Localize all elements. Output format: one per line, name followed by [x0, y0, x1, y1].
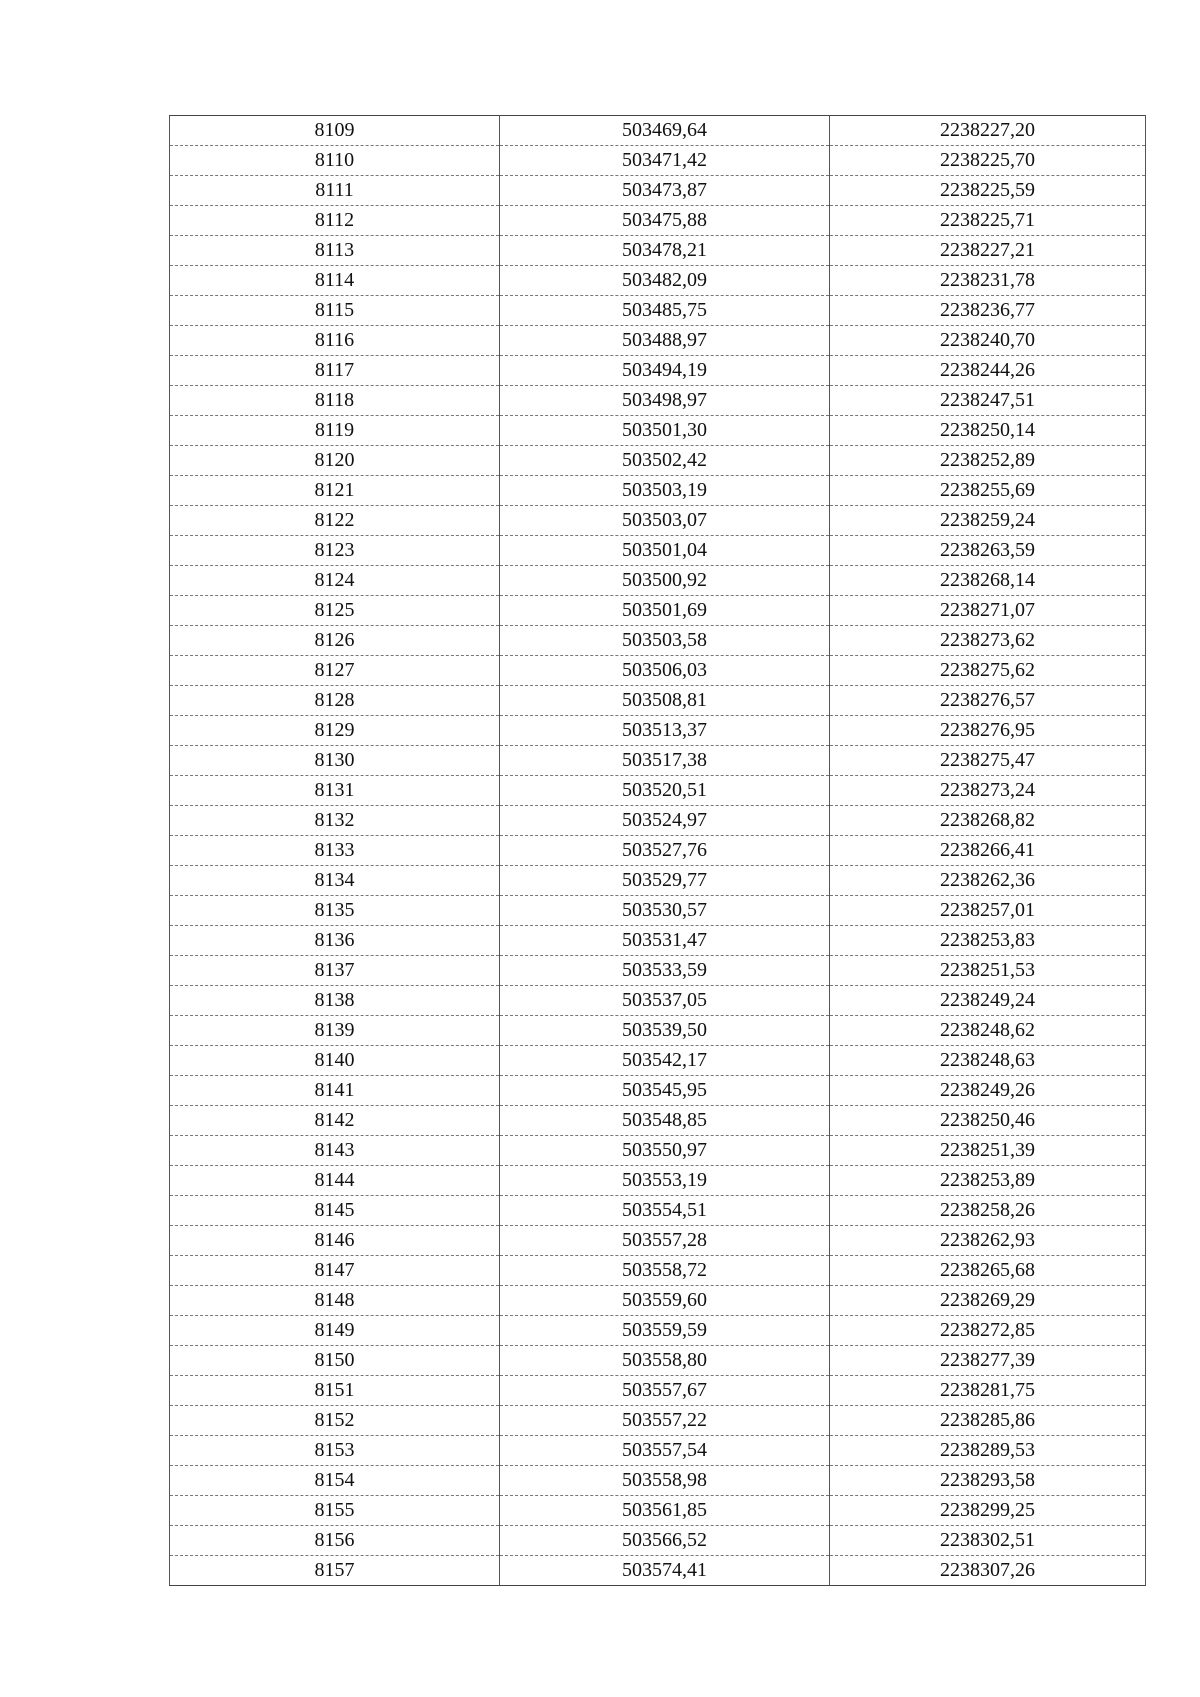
point-number-cell: 8116 [170, 326, 500, 356]
table-row [170, 566, 1146, 596]
y-coordinate-cell: 2238275,47 [830, 746, 1146, 776]
x-coordinate-cell: 503550,97 [500, 1136, 830, 1166]
table-row [170, 1016, 1146, 1046]
point-number-cell: 8134 [170, 866, 500, 896]
point-number-cell: 8139 [170, 1016, 500, 1046]
y-coordinate-cell: 2238248,62 [830, 1016, 1146, 1046]
x-coordinate-cell: 503503,58 [500, 626, 830, 656]
table-row [170, 596, 1146, 626]
point-number-cell: 8140 [170, 1046, 500, 1076]
table-row [170, 1076, 1146, 1106]
x-coordinate-cell: 503478,21 [500, 236, 830, 266]
x-coordinate-cell: 503524,97 [500, 806, 830, 836]
point-number-cell: 8112 [170, 206, 500, 236]
table-row [170, 1046, 1146, 1076]
x-coordinate-cell: 503557,22 [500, 1406, 830, 1436]
x-coordinate-cell: 503558,80 [500, 1346, 830, 1376]
table-row [170, 896, 1146, 926]
point-number-cell: 8137 [170, 956, 500, 986]
table-row [170, 326, 1146, 356]
point-number-cell: 8125 [170, 596, 500, 626]
y-coordinate-cell: 2238249,24 [830, 986, 1146, 1016]
y-coordinate-cell: 2238277,39 [830, 1346, 1146, 1376]
y-coordinate-cell: 2238251,53 [830, 956, 1146, 986]
table-row [170, 536, 1146, 566]
x-coordinate-cell: 503502,42 [500, 446, 830, 476]
x-coordinate-cell: 503517,38 [500, 746, 830, 776]
y-coordinate-cell: 2238302,51 [830, 1526, 1146, 1556]
point-number-cell: 8115 [170, 296, 500, 326]
point-number-cell: 8141 [170, 1076, 500, 1106]
y-coordinate-cell: 2238271,07 [830, 596, 1146, 626]
point-number-cell: 8155 [170, 1496, 500, 1526]
x-coordinate-cell: 503501,69 [500, 596, 830, 626]
table-row [170, 716, 1146, 746]
point-number-cell: 8138 [170, 986, 500, 1016]
y-coordinate-cell: 2238258,26 [830, 1196, 1146, 1226]
point-number-cell: 8135 [170, 896, 500, 926]
y-coordinate-cell: 2238244,26 [830, 356, 1146, 386]
table-row [170, 506, 1146, 536]
x-coordinate-cell: 503542,17 [500, 1046, 830, 1076]
point-number-cell: 8119 [170, 416, 500, 446]
y-coordinate-cell: 2238276,95 [830, 716, 1146, 746]
y-coordinate-cell: 2238253,83 [830, 926, 1146, 956]
y-coordinate-cell: 2238225,71 [830, 206, 1146, 236]
table-row [170, 206, 1146, 236]
x-coordinate-cell: 503539,50 [500, 1016, 830, 1046]
table-row [170, 446, 1146, 476]
x-coordinate-cell: 503554,51 [500, 1196, 830, 1226]
x-coordinate-cell: 503506,03 [500, 656, 830, 686]
y-coordinate-cell: 2238250,14 [830, 416, 1146, 446]
y-coordinate-cell: 2238273,62 [830, 626, 1146, 656]
point-number-cell: 8142 [170, 1106, 500, 1136]
x-coordinate-cell: 503503,19 [500, 476, 830, 506]
x-coordinate-cell: 503513,37 [500, 716, 830, 746]
x-coordinate-cell: 503503,07 [500, 506, 830, 536]
y-coordinate-cell: 2238225,70 [830, 146, 1146, 176]
point-number-cell: 8123 [170, 536, 500, 566]
point-number-cell: 8126 [170, 626, 500, 656]
y-coordinate-cell: 2238248,63 [830, 1046, 1146, 1076]
y-coordinate-cell: 2238293,58 [830, 1466, 1146, 1496]
table-row [170, 956, 1146, 986]
x-coordinate-cell: 503548,85 [500, 1106, 830, 1136]
point-number-cell: 8154 [170, 1466, 500, 1496]
point-number-cell: 8131 [170, 776, 500, 806]
point-number-cell: 8117 [170, 356, 500, 386]
table-row [170, 1406, 1146, 1436]
y-coordinate-cell: 2238250,46 [830, 1106, 1146, 1136]
table-row [170, 1376, 1146, 1406]
point-number-cell: 8128 [170, 686, 500, 716]
x-coordinate-cell: 503482,09 [500, 266, 830, 296]
table-row [170, 926, 1146, 956]
point-number-cell: 8157 [170, 1556, 500, 1586]
x-coordinate-cell: 503520,51 [500, 776, 830, 806]
table-row [170, 236, 1146, 266]
table-row [170, 1346, 1146, 1376]
x-coordinate-cell: 503530,57 [500, 896, 830, 926]
y-coordinate-cell: 2238247,51 [830, 386, 1146, 416]
table-row [170, 686, 1146, 716]
x-coordinate-cell: 503561,85 [500, 1496, 830, 1526]
table-row [170, 416, 1146, 446]
x-coordinate-cell: 503508,81 [500, 686, 830, 716]
y-coordinate-cell: 2238236,77 [830, 296, 1146, 326]
x-coordinate-cell: 503469,64 [500, 116, 830, 146]
y-coordinate-cell: 2238225,59 [830, 176, 1146, 206]
y-coordinate-cell: 2238252,89 [830, 446, 1146, 476]
point-number-cell: 8147 [170, 1256, 500, 1286]
point-number-cell: 8122 [170, 506, 500, 536]
table-row [170, 776, 1146, 806]
point-number-cell: 8156 [170, 1526, 500, 1556]
point-number-cell: 8121 [170, 476, 500, 506]
y-coordinate-cell: 2238263,59 [830, 536, 1146, 566]
x-coordinate-cell: 503574,41 [500, 1556, 830, 1586]
x-coordinate-cell: 503501,04 [500, 536, 830, 566]
table-row [170, 1526, 1146, 1556]
table-row [170, 1226, 1146, 1256]
y-coordinate-cell: 2238266,41 [830, 836, 1146, 866]
table-row [170, 116, 1146, 146]
y-coordinate-cell: 2238227,20 [830, 116, 1146, 146]
y-coordinate-cell: 2238227,21 [830, 236, 1146, 266]
point-number-cell: 8130 [170, 746, 500, 776]
x-coordinate-cell: 503559,59 [500, 1316, 830, 1346]
table-row [170, 476, 1146, 506]
x-coordinate-cell: 503485,75 [500, 296, 830, 326]
x-coordinate-cell: 503566,52 [500, 1526, 830, 1556]
x-coordinate-cell: 503553,19 [500, 1166, 830, 1196]
table-row [170, 1466, 1146, 1496]
y-coordinate-cell: 2238268,82 [830, 806, 1146, 836]
y-coordinate-cell: 2238255,69 [830, 476, 1146, 506]
y-coordinate-cell: 2238275,62 [830, 656, 1146, 686]
y-coordinate-cell: 2238272,85 [830, 1316, 1146, 1346]
table-row [170, 1316, 1146, 1346]
x-coordinate-cell: 503531,47 [500, 926, 830, 956]
x-coordinate-cell: 503557,28 [500, 1226, 830, 1256]
table-row [170, 1556, 1146, 1586]
y-coordinate-cell: 2238253,89 [830, 1166, 1146, 1196]
point-number-cell: 8114 [170, 266, 500, 296]
y-coordinate-cell: 2238285,86 [830, 1406, 1146, 1436]
point-number-cell: 8118 [170, 386, 500, 416]
table-row [170, 746, 1146, 776]
y-coordinate-cell: 2238249,26 [830, 1076, 1146, 1106]
point-number-cell: 8127 [170, 656, 500, 686]
x-coordinate-cell: 503557,67 [500, 1376, 830, 1406]
point-number-cell: 8146 [170, 1226, 500, 1256]
point-number-cell: 8149 [170, 1316, 500, 1346]
coordinates-table-body [170, 116, 1146, 1586]
x-coordinate-cell: 503527,76 [500, 836, 830, 866]
table-row [170, 266, 1146, 296]
x-coordinate-cell: 503558,98 [500, 1466, 830, 1496]
y-coordinate-cell: 2238262,36 [830, 866, 1146, 896]
x-coordinate-cell: 503559,60 [500, 1286, 830, 1316]
table-row [170, 1436, 1146, 1466]
x-coordinate-cell: 503557,54 [500, 1436, 830, 1466]
table-row [170, 356, 1146, 386]
point-number-cell: 8153 [170, 1436, 500, 1466]
y-coordinate-cell: 2238289,53 [830, 1436, 1146, 1466]
point-number-cell: 8113 [170, 236, 500, 266]
x-coordinate-cell: 503473,87 [500, 176, 830, 206]
x-coordinate-cell: 503558,72 [500, 1256, 830, 1286]
y-coordinate-cell: 2238269,29 [830, 1286, 1146, 1316]
x-coordinate-cell: 503475,88 [500, 206, 830, 236]
table-row [170, 1136, 1146, 1166]
point-number-cell: 8151 [170, 1376, 500, 1406]
table-row [170, 836, 1146, 866]
x-coordinate-cell: 503498,97 [500, 386, 830, 416]
y-coordinate-cell: 2238265,68 [830, 1256, 1146, 1286]
table-row [170, 1286, 1146, 1316]
table-row [170, 1166, 1146, 1196]
point-number-cell: 8145 [170, 1196, 500, 1226]
table-row [170, 1196, 1146, 1226]
table-row [170, 806, 1146, 836]
x-coordinate-cell: 503501,30 [500, 416, 830, 446]
y-coordinate-cell: 2238257,01 [830, 896, 1146, 926]
table-row [170, 146, 1146, 176]
table-row [170, 296, 1146, 326]
point-number-cell: 8110 [170, 146, 500, 176]
table-row [170, 1496, 1146, 1526]
point-number-cell: 8109 [170, 116, 500, 146]
point-number-cell: 8133 [170, 836, 500, 866]
point-number-cell: 8120 [170, 446, 500, 476]
point-number-cell: 8132 [170, 806, 500, 836]
table-row [170, 1106, 1146, 1136]
y-coordinate-cell: 2238307,26 [830, 1556, 1146, 1586]
table-row [170, 656, 1146, 686]
point-number-cell: 8129 [170, 716, 500, 746]
x-coordinate-cell: 503537,05 [500, 986, 830, 1016]
x-coordinate-cell: 503529,77 [500, 866, 830, 896]
y-coordinate-cell: 2238281,75 [830, 1376, 1146, 1406]
x-coordinate-cell: 503545,95 [500, 1076, 830, 1106]
y-coordinate-cell: 2238276,57 [830, 686, 1146, 716]
y-coordinate-cell: 2238273,24 [830, 776, 1146, 806]
point-number-cell: 8148 [170, 1286, 500, 1316]
x-coordinate-cell: 503533,59 [500, 956, 830, 986]
table-row [170, 386, 1146, 416]
point-number-cell: 8111 [170, 176, 500, 206]
table-row [170, 986, 1146, 1016]
y-coordinate-cell: 2238231,78 [830, 266, 1146, 296]
table-row [170, 1256, 1146, 1286]
point-number-cell: 8150 [170, 1346, 500, 1376]
coordinates-table [169, 115, 1146, 1586]
y-coordinate-cell: 2238268,14 [830, 566, 1146, 596]
x-coordinate-cell: 503494,19 [500, 356, 830, 386]
table-row [170, 866, 1146, 896]
point-number-cell: 8152 [170, 1406, 500, 1436]
x-coordinate-cell: 503500,92 [500, 566, 830, 596]
y-coordinate-cell: 2238251,39 [830, 1136, 1146, 1166]
point-number-cell: 8124 [170, 566, 500, 596]
y-coordinate-cell: 2238262,93 [830, 1226, 1146, 1256]
x-coordinate-cell: 503488,97 [500, 326, 830, 356]
table-row [170, 176, 1146, 206]
point-number-cell: 8144 [170, 1166, 500, 1196]
y-coordinate-cell: 2238240,70 [830, 326, 1146, 356]
x-coordinate-cell: 503471,42 [500, 146, 830, 176]
table-row [170, 626, 1146, 656]
point-number-cell: 8143 [170, 1136, 500, 1166]
point-number-cell: 8136 [170, 926, 500, 956]
y-coordinate-cell: 2238299,25 [830, 1496, 1146, 1526]
y-coordinate-cell: 2238259,24 [830, 506, 1146, 536]
